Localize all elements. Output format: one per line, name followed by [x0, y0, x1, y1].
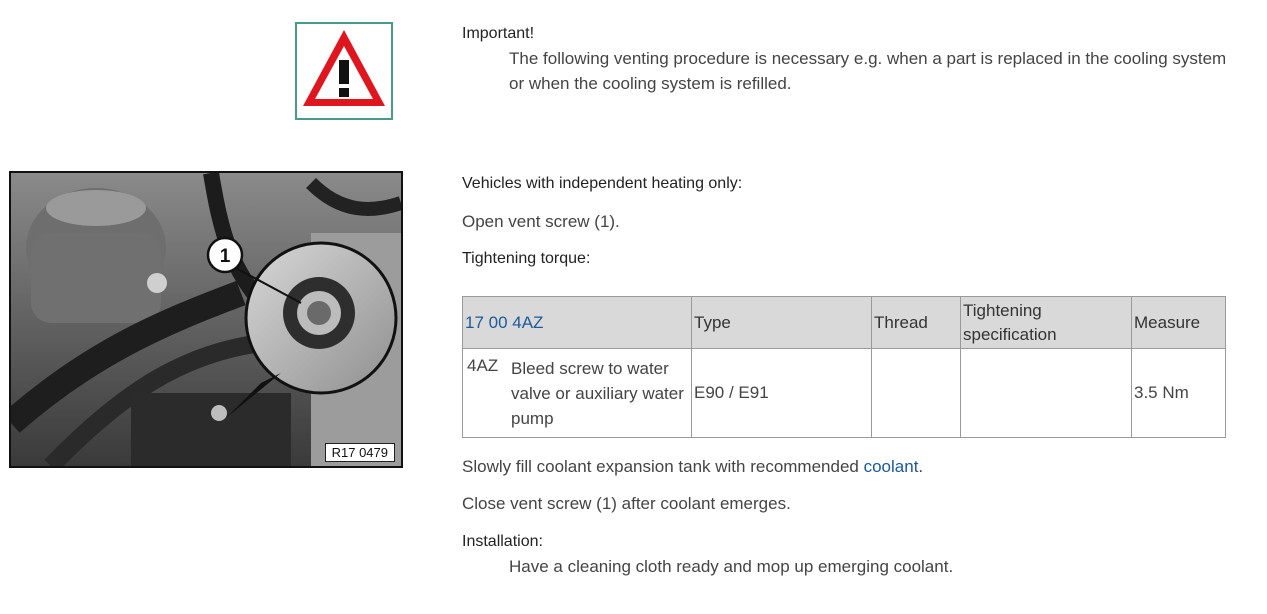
- row-type: E90 / E91: [692, 349, 872, 438]
- row-code: 4AZ: [467, 355, 499, 375]
- installation-text: Have a cleaning cloth ready and mop up emerging coolant.: [509, 557, 954, 576]
- important-label: Important!: [462, 25, 535, 42]
- header-code[interactable]: [463, 297, 692, 349]
- warning-icon-box: [295, 22, 393, 120]
- torque-code-link[interactable]: 17 00 4AZ: [465, 312, 544, 332]
- callout-number: 1: [219, 246, 231, 267]
- row-description: Bleed screw to water valve or auxiliary water pump: [511, 358, 684, 428]
- table-row: [463, 349, 1226, 438]
- header-spec: Tightening specification: [961, 297, 1132, 349]
- fill-coolant-step: [462, 454, 923, 479]
- row-measure: 3.5 Nm: [1132, 349, 1226, 438]
- header-type: Type: [692, 297, 872, 349]
- figure-reference: R17 0479: [325, 443, 395, 462]
- fill-suffix: .: [918, 457, 924, 476]
- torque-table: [462, 296, 1226, 438]
- installation-label: Installation:: [462, 533, 543, 550]
- coolant-link[interactable]: coolant: [863, 457, 919, 476]
- fill-text: Slowly fill coolant expansion tank with recommended: [462, 457, 864, 476]
- independent-heating-heading: Vehicles with independent heating only:: [462, 175, 743, 192]
- engine-photo: [9, 171, 403, 468]
- engine-bay-illustration: [11, 173, 401, 466]
- header-thread: Thread: [872, 297, 961, 349]
- open-vent-step: Open vent screw (1).: [462, 212, 620, 231]
- row-thread: [872, 349, 961, 438]
- row-code-cell: [463, 349, 692, 438]
- important-text: The following venting procedure is necessary e.g. when a part is replaced in the cooling system or when the cooling system is refilled.: [509, 49, 1227, 93]
- warning-triangle-icon: [297, 24, 391, 118]
- header-measure: Measure: [1132, 297, 1226, 349]
- table-header-row: [463, 297, 1226, 349]
- close-vent-step: Close vent screw (1) after coolant emerges.: [462, 494, 791, 513]
- tightening-torque-heading: Tightening torque:: [462, 250, 591, 267]
- row-spec: [961, 349, 1132, 438]
